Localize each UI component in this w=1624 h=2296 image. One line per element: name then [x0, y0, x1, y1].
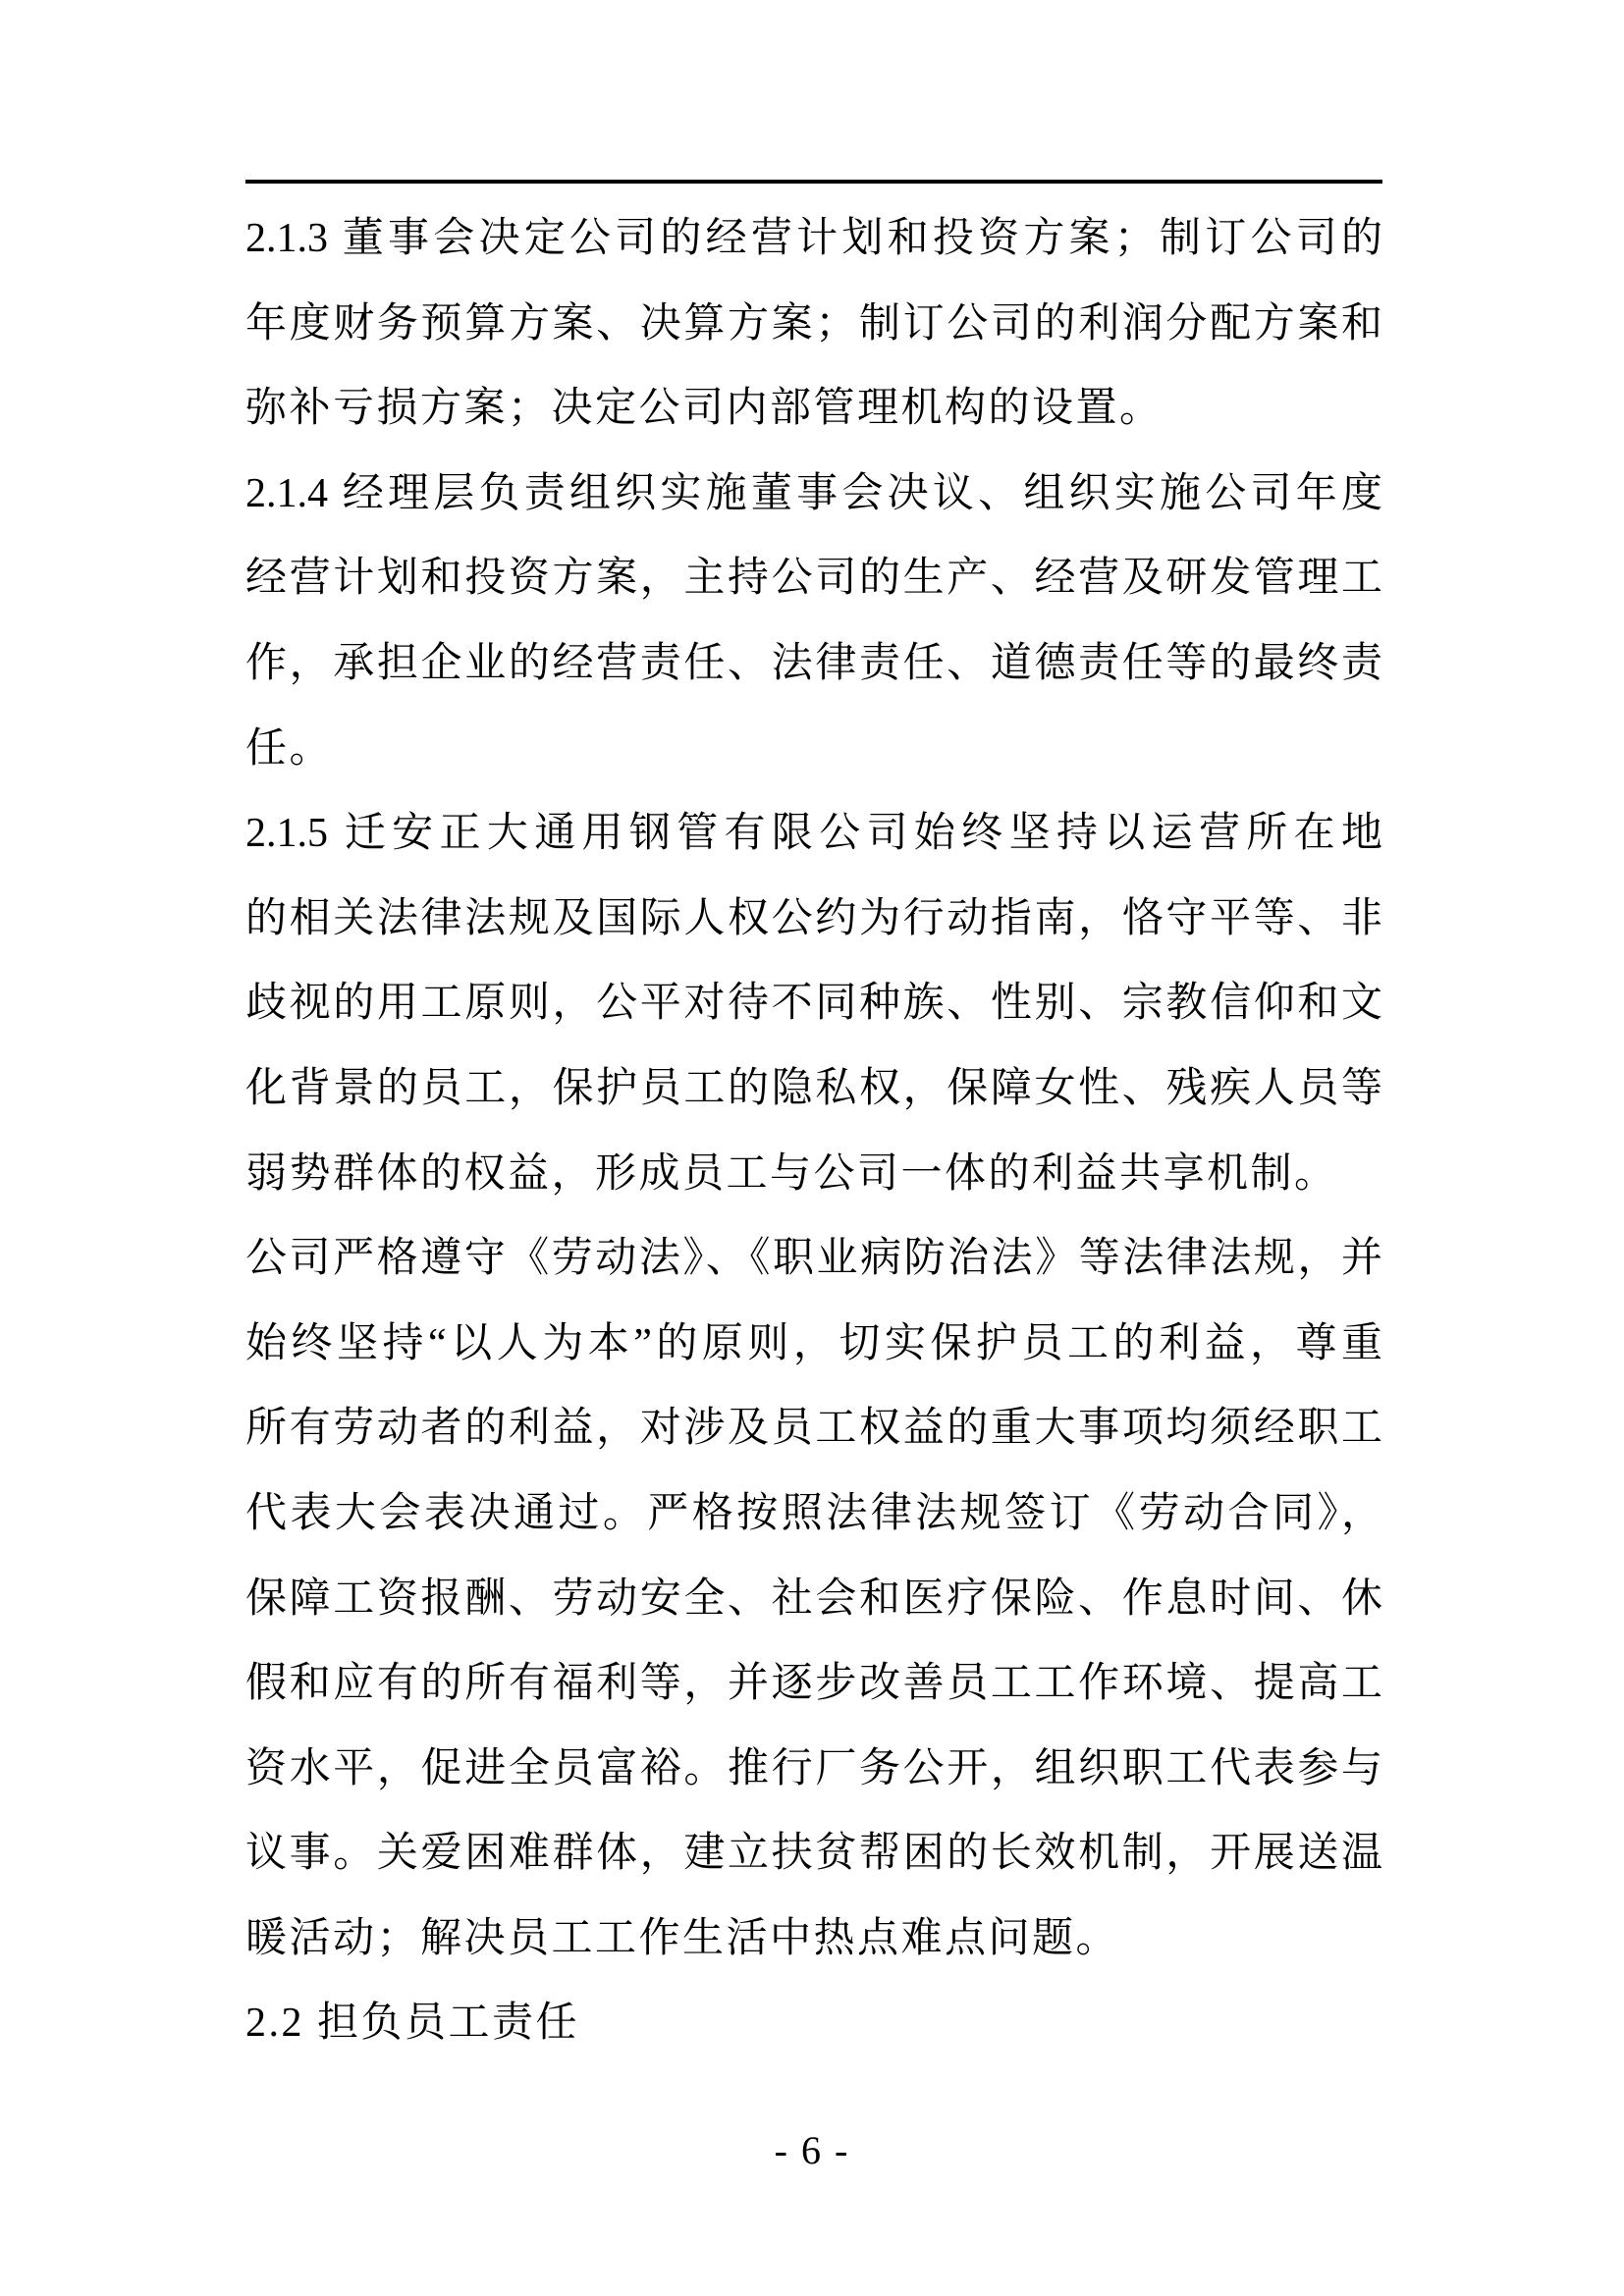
body-line-4: 2.1.4 经理层负责组织实施董事会决议、组织实施公司年度: [245, 470, 1382, 516]
body-line-6: 作，承担企业的经营责任、法律责任、道德责任等的最终责: [245, 640, 1382, 686]
body-line-21: 暖活动；解决员工工作生活中热点难点问题。: [245, 1915, 1120, 1961]
page-number: - 6 -: [774, 2128, 850, 2172]
body-line-8: 2.1.5 迁安正大通用钢管有限公司始终坚持以运营所在地: [245, 811, 1382, 857]
body-line-20: 议事。关爱困难群体，建立扶贫帮困的长效机制，开展送温: [245, 1831, 1382, 1877]
body-line-17: 保障工资报酬、劳动安全、社会和医疗保险、作息时间、休: [245, 1575, 1382, 1622]
body-line-5: 经营计划和投资方案，主持公司的生产、经营及研发管理工: [245, 556, 1382, 602]
body-line-13: 公司严格遵守《劳动法》、《职业病防治法》等法律法规，并: [245, 1236, 1382, 1282]
body-line-16: 代表大会表决通过。严格按照法律法规签订《劳动合同》，: [245, 1490, 1382, 1536]
body-line-10: 歧视的用工原则，公平对待不同种族、性别、宗教信仰和文: [245, 981, 1382, 1027]
body-line-18: 假和应有的所有福利等，并逐步改善员工工作环境、提高工: [245, 1661, 1382, 1707]
body-line-9: 的相关法律法规及国际人权公约为行动指南，恪守平等、非: [245, 895, 1382, 941]
page-footer: [0, 2127, 1624, 2174]
body-line-19: 资水平，促进全员富裕。推行厂务公开，组织职工代表参与: [245, 1745, 1382, 1791]
body-line-7: 任。: [245, 725, 334, 772]
body-line-2: 年度财务预算方案、决算方案；制订公司的利润分配方案和: [245, 300, 1382, 347]
body-line-14: 始终坚持“以人为本”的原则，切实保护员工的利益，尊重: [245, 1320, 1382, 1366]
body-line-15: 所有劳动者的利益，对涉及员工权益的重大事项均须经职工: [245, 1406, 1382, 1452]
header-rule: [245, 180, 1382, 184]
body-line-12: 弱势群体的权益，形成员工与公司一体的利益共享机制。: [245, 1150, 1338, 1197]
document-body: [245, 196, 1382, 2066]
body-line-3: 弥补亏损方案；决定公司内部管理机构的设置。: [245, 386, 1164, 432]
section-heading-2-2: 2.2 担负员工责任: [245, 2001, 580, 2047]
body-line-1: 2.1.3 董事会决定公司的经营计划和投资方案；制订公司的: [245, 216, 1382, 261]
body-line-11: 化背景的员工，保护员工的隐私权，保障女性、残疾人员等: [245, 1065, 1382, 1111]
